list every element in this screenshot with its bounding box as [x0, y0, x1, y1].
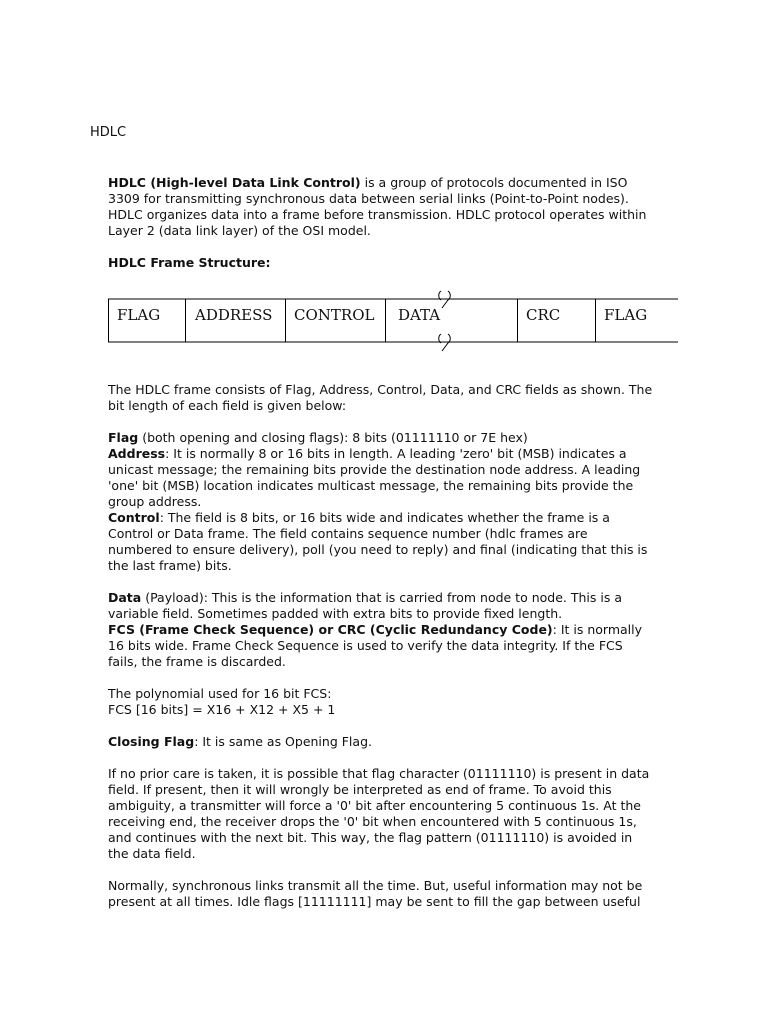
page-title: HDLC — [90, 125, 127, 140]
frame-field-address: ADDRESS — [195, 306, 273, 324]
address-definition: Address: It is normally 8 or 16 bits in length. A leading 'zero' bit (MSB) indicates a unicast message; the remaining bits provide the destination node address. A leading 'one' bit (MSB) location indicates multicast message, the remaining bits provide the group address. — [108, 446, 641, 509]
closing-flag-definition: Closing Flag: It is same as Opening Flag. — [108, 734, 372, 749]
intro-paragraph — [108, 175, 653, 239]
hdlc-frame-diagram — [108, 287, 678, 352]
frame-diagram-lines — [108, 287, 678, 352]
flag-definition: Flag (both opening and closing flags): 8 bits (01111110 or 7E hex) — [108, 430, 528, 445]
frame-field-data: DATA — [398, 306, 441, 324]
intro-text: is a group of protocols documented in ISO 3309 for transmitting synchronous data between serial links (Point-to-Point nodes). HDLC organizes data into a frame before transmission. HDLC protocol operates within Layer 2 (data link layer) of the OSI model. — [108, 175, 647, 238]
bit-stuffing-paragraph: If no prior care is taken, it is possible that flag character (01111110) is present in data field. If present, then it will wrongly be interpreted as end of frame. To avoid this ambiguity, a transmitter will force a '0' bit after encountering 5 continuous 1s. At the receiving end, the receiver drops the '0' bit when encountered with 5 continuous 1s, and continues with the next bit. This way, the flag pattern (01111110) is avoided in the data field. — [108, 766, 650, 861]
frame-field-flag-close: FLAG — [604, 306, 648, 324]
frame-structure-heading: HDLC Frame Structure: — [108, 255, 271, 270]
frame-field-flag-open: FLAG — [117, 306, 161, 324]
frame-description: The HDLC frame consists of Flag, Address, Control, Data, and CRC fields as shown. The bit length of each field is given below: — [108, 382, 653, 413]
polynomial-intro: The polynomial used for 16 bit FCS: — [108, 686, 332, 701]
intro-term: HDLC (High-level Data Link Control) — [108, 175, 361, 190]
frame-field-control: CONTROL — [294, 306, 375, 324]
control-definition: Control: The field is 8 bits, or 16 bits wide and indicates whether the frame is a Control or Data frame. The field contains sequence number (hdlc frames are numbered to ensure delivery), poll (you need to reply) and final (indicating that this is the last frame) bits. — [108, 510, 648, 573]
fcs-definition: FCS (Frame Check Sequence) or CRC (Cyclic Redundancy Code): It is normally 16 bits wide. Frame Check Sequence is used to verify the data integrity. If the FCS fails, the frame is discarded. — [108, 622, 643, 669]
document-body — [108, 175, 653, 926]
data-definition: Data (Payload): This is the information that is carried from node to node. This is a variable field. Sometimes padded with extra bits to provide fixed length. — [108, 590, 622, 621]
idle-flags-paragraph: Normally, synchronous links transmit all the time. But, useful information may not be present at all times. Idle flags [11111111] may be sent to fill the gap between useful — [108, 878, 643, 909]
polynomial-formula: FCS [16 bits] = X16 + X12 + X5 + 1 — [108, 702, 336, 717]
frame-field-crc: CRC — [526, 306, 561, 324]
